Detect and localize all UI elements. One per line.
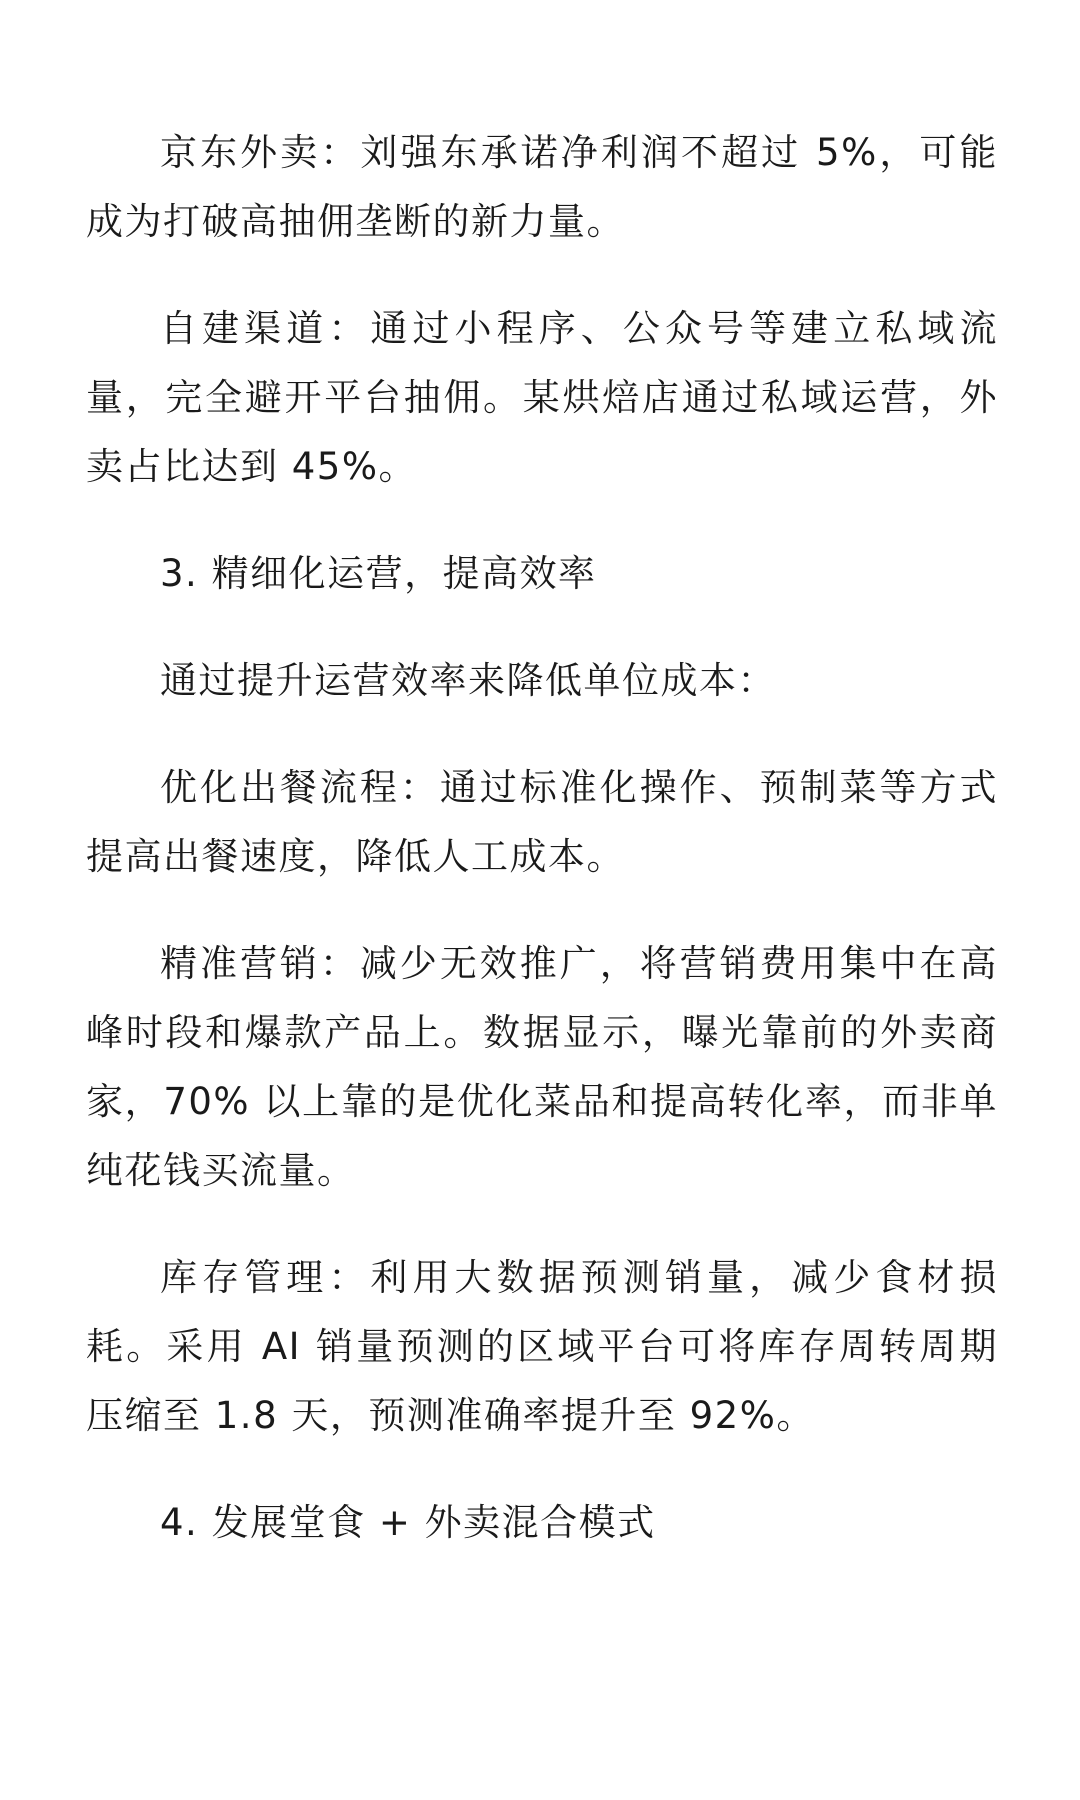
paragraph-private-channel: 自建渠道：通过小程序、公众号等建立私域流量，完全避开平台抽佣。某烘焙店通过私域运营，外卖占比达到 45%。 (86, 307, 998, 488)
paragraph-efficiency-intro: 通过提升运营效率来降低单位成本： (160, 659, 776, 702)
paragraph-jd-delivery: 京东外卖：刘强东承诺净利润不超过 5%，可能成为打破高抽佣垄断的新力量。 (86, 131, 998, 243)
section-heading-refined-operations: 3. 精细化运营，提高效率 (160, 552, 597, 595)
article-body (86, 118, 998, 1595)
paragraph-meal-process: 优化出餐流程：通过标准化操作、预制菜等方式提高出餐速度，降低人工成本。 (86, 766, 998, 878)
paragraph-precise-marketing: 精准营销：减少无效推广，将营销费用集中在高峰时段和爆款产品上。数据显示，曝光靠前的外卖商家，70% 以上靠的是优化菜品和提高转化率，而非单纯花钱买流量。 (86, 942, 998, 1192)
paragraph-inventory-management: 库存管理：利用大数据预测销量，减少食材损耗。采用 AI 销量预测的区域平台可将库存周转周期压缩至 1.8 天，预测准确率提升至 92%。 (86, 1256, 998, 1437)
section-heading-hybrid-model: 4. 发展堂食 + 外卖混合模式 (160, 1501, 656, 1544)
